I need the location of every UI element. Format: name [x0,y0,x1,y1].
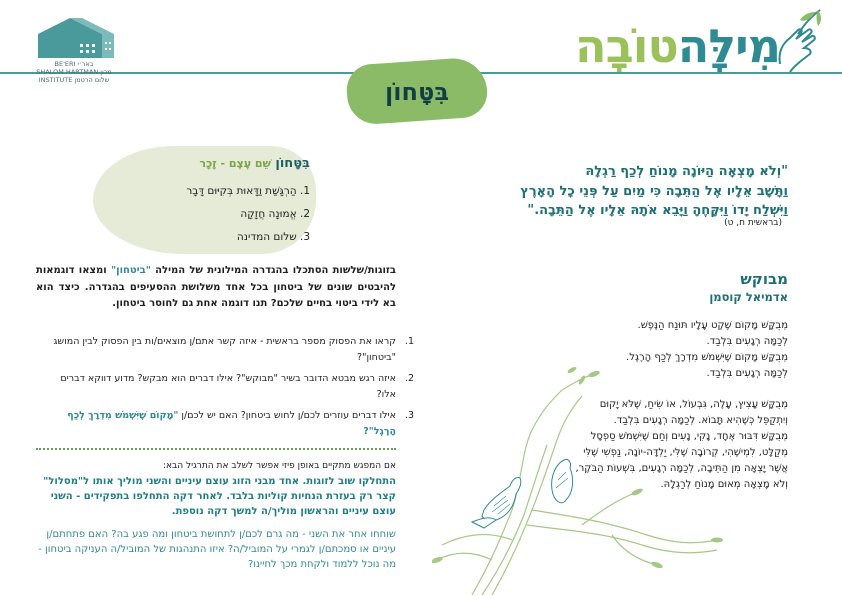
definition-item-3: 3. שלום המדינה [236,231,310,243]
bible-verse [428,162,788,221]
poem-line: לְכַמָּה רְגָעִים בִּלְבַד. [706,336,788,347]
question-3-text: אילו דברים עוזרים לכם/ן לחוש ביטחון? האם יש לכם/ן [178,410,396,421]
question-2-text: איזה רגש מבטא הדובר בשיר "מבוקש"? אילו דברים הוא מבקש? מדוע דווקא דברים אלו? [60,373,396,400]
poem-line: מְבֻקָּשׁ מָקוֹם שֶׁקֶט עָלָיו תּוּנַח הַנֶּפֶשׁ. [637,320,788,331]
task-intro [36,263,396,313]
verse-line-1: "וְלֹא מָצְאָה הַיּוֹנָה מָנוֹחַ לְכַף רַגְלָהּ [585,164,788,179]
definition-pos: שֵׁם עֶצֶם - זָכָר [199,157,271,170]
brand-word-1: מִילָּה [677,19,780,73]
intro-text-a: בזוגות/שלשות הסתכלו בהגדרה המילונית של המילה [150,265,396,276]
definition-word: בִּטָּחוֹן [275,156,310,171]
activity-instructions: התחלקו שוב לזוגות. אחד מבני הזוג עוצם עיניים והשני מוליך אותו ל"מסלול" קצר רק בעזרת הנחיות קוליות בלבד. לאחר דקה התחלפו בתפקידים - השני עוצם עיניים והראשון מוליך/ה למשך דקה נוספת. [43,476,396,517]
poem-line: מְבֻקָּשׁ עָצִיץ, עָלֶה, גִּבְעוֹל, אוֹ שִׂיחַ, שֶׁלֹּא יָקוּם [599,399,788,410]
verse-line-3: וַיִּשְׁלַח יָדוֹ וַיִּקָּחֶהָ וַיָּבֵא אֹתָהּ אֵלָיו אֶל הַתֵּבָה." [527,203,788,218]
intro-highlight: "ביטחון" [110,265,151,276]
question-1 [51,334,414,365]
question-3 [51,408,414,439]
poem-title: מבוקש [740,270,788,288]
definition-list [186,180,310,249]
question-3-highlight: "מָקוֹם שֶׁיִּשְׁמֹשׁ מִדְרָךְ לְכַף הָרֶגֶל"? [67,410,396,437]
dotted-divider [36,448,396,450]
institute-line-1: BE'ERI באר׳י [54,60,94,68]
poem-stanza-2 [428,397,788,493]
question-2-number: 2. [404,373,414,384]
poem-line: לְכַמָּה רְגָעִים בִּלְבַד. [706,368,788,379]
poem-stanza-1 [428,318,788,382]
activity-questions: שוחחו אחר את השני - מה גרם לכם/ן לתחושת ביטחון ומה פגע בה? האם פתחתם/ן עיניים או סמכתם/ן לגמרי על המוביל/ה? איזו התנהגות של המוביל/ה העניקה ביטחון - מה נוכל ללמוד ולקחת מכך לחיינו? [38,529,396,570]
poem-author: אדמיאל קוסמן [709,290,788,304]
institute-name [14,60,134,84]
verse-line-2: וַתָּשָׁב אֵלָיו אֶל הַתֵּבָה כִּי מַיִם עַל פְּנֵי כָל הָאָרֶץ [520,183,788,199]
poem-line: מְבֻקָּשׁ דִּבּוּר אֶחָד, נָקִי, נָעִים וְחַם שֶׁיִּשְׁמֹשׁ סַפְסָל [590,431,788,442]
intro-text-b: ומצאו דוגמאות להיבטים שונים של ביטחון בכל אחד משלושת ההסעיפים בהגדרה. כיצד הוא בא לידי ביטוי בחיים שלכם? תנו דוגמה אחת גם לחוסר ביטחון. [36,265,396,309]
poem-line: מְבֻקָּשׁ מָקוֹם שֶׁיִּשְׁמֹשׁ מִדְרָךְ לְכַף הָרֶגֶל. [626,352,788,363]
institute-line-3: INSTITUTE שלום הרטמן [38,76,110,84]
brand-title [575,18,780,74]
institute-line-2: SHALOM HARTMAN מכון [36,68,112,76]
question-3-number: 3. [404,410,414,421]
definition-item-2: 2. אֱמוּנָה חֲזָקָה [240,208,310,220]
poem-line: אֲשֶׁר יָצְאָה מִן הַתֵּיבָה, לְכַמָּה רְגָעִים, בִּשְׁעוֹת הַבֹּקֶר, [575,463,788,474]
poem-line: וְלֹא מָצְאָה מְאוּם מָנוֹחַ לְרַגְלָהּ. [660,479,788,490]
poem-line: וְיִתְקַפֵּל כְּשֶׁהִיא תָּבוֹא. לְכַמָּה רְגָעִים בִּלְבַד. [613,415,788,426]
question-2 [51,371,414,402]
activity-note: אם המפגש מתקיים באופן פיזי אפשר לשלב את התרגיל הבא: [162,461,396,471]
institute-logo-icon [30,14,120,64]
verse-reference: (בראשית ח, ט) [724,218,782,228]
brand-word-2: טוֹבָה [575,19,678,73]
question-1-text: קראו את הפסוק מספר בראשית - איזה קשר אתם/ן מוצאים/ות בין הפסוק לבין המושג "ביטחון"? [53,336,396,363]
definition-item-1: 1. הַרְגָּשַׁת וַדָּאוּת בְּקִיּוּם דָּבָר [186,185,310,197]
poem-line: מְקַלָּט, לִמְישֶׁהִי, קְרוֹבָה שֶׁלִּי, יַלְדָּה-יוֹנָה, נַפְשִׁי שֶׁלִּי [583,447,788,458]
question-1-number: 1. [404,336,414,347]
topic-title: בִּטָּחוֹן [385,78,449,106]
definition-title [199,156,310,171]
